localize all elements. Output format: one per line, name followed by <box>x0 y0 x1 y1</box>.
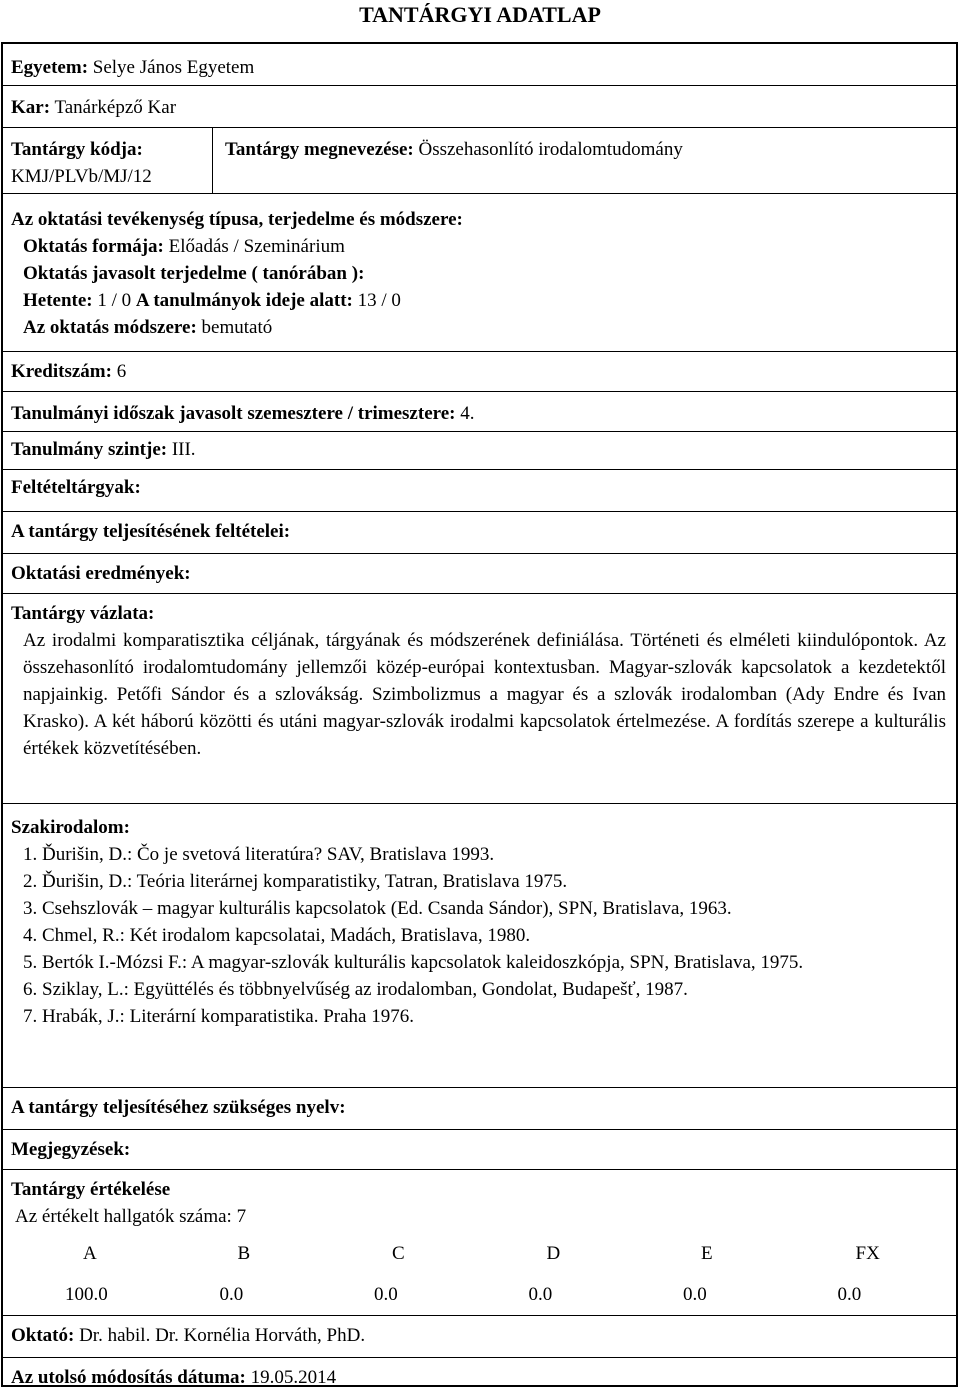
instructor-row <box>3 1316 956 1358</box>
credits-label: Kreditszám: <box>11 361 112 382</box>
weekly-label: Hetente: <box>23 290 93 311</box>
course-code-value: KMJ/PLVb/MJ/12 <box>11 166 152 187</box>
course-name-label: Tantárgy megnevezése: <box>225 139 414 160</box>
grade-header: A <box>83 1243 97 1264</box>
literature-label: Szakirodalom: <box>11 817 130 838</box>
activity-form <box>11 233 956 260</box>
activity-hours <box>11 287 956 314</box>
grade-value: 100.0 <box>65 1284 108 1305</box>
literature-item: 7. Hrabák, J.: Literární komparatistika. Praha 1976. <box>23 1006 414 1027</box>
faculty-row <box>3 86 956 128</box>
evaluation-label: Tantárgy értékelése <box>11 1179 171 1200</box>
semester-value: 13 / 0 <box>352 290 401 311</box>
literature-item: 5. Bertók I.-Mózsi F.: A magyar-szlovák kulturális kapcsolatok kaleidoszkópja, SPN, Bratislava, 1975. <box>23 952 804 973</box>
level-label: Tanulmány szintje: <box>11 439 168 460</box>
grade-header: D <box>546 1243 561 1264</box>
grade-value: 0.0 <box>837 1284 862 1305</box>
grade-headers <box>11 1240 956 1267</box>
grade-value: 0.0 <box>528 1284 553 1305</box>
literature-item: 1. Ďurišin, D.: Čo je svetová literatúra? SAV, Bratislava 1993. <box>23 844 495 865</box>
method-label: Az oktatás módszere: <box>23 317 197 338</box>
activity-form-label: Oktatás formája: <box>23 236 164 257</box>
grade-value: 0.0 <box>374 1284 398 1305</box>
activity-form-value: Előadás / Szeminárium <box>163 236 345 257</box>
outline-row <box>3 594 956 804</box>
last-modified-label: Az utolsó módosítás dátuma: <box>11 1367 246 1388</box>
prerequisites-row <box>3 470 956 512</box>
weekly-value: 1 / 0 <box>92 290 136 311</box>
literature-row <box>3 804 956 1088</box>
prerequisites-label: Feltételtárgyak: <box>11 477 141 498</box>
course-name-value: Összehasonlító irodalomtudomány <box>413 139 683 160</box>
term-row <box>3 392 956 432</box>
literature-item: 6. Sziklay, L.: Együttélés és többnyelvűség az irodalomban, Gondolat, Budapešť, 1987. <box>23 979 688 1000</box>
grade-header: C <box>392 1243 405 1264</box>
instructor-value: Dr. habil. Dr. Kornélia Horváth, PhD. <box>74 1325 366 1346</box>
university-value: Selye János Egyetem <box>88 57 255 78</box>
grade-header: E <box>701 1243 713 1264</box>
language-row <box>3 1088 956 1130</box>
page-title: TANTÁRGYI ADATLAP <box>359 2 601 27</box>
last-modified-value: 19.05.2014 <box>245 1367 337 1388</box>
faculty-value: Tanárképző Kar <box>50 97 177 118</box>
term-label: Tanulmányi időszak javasolt szemesztere / trimesztere: <box>11 403 456 424</box>
activity-scope-label: Oktatás javasolt terjedelme ( tanórában ): <box>23 263 365 284</box>
university-label: Egyetem: <box>11 57 89 78</box>
activity-heading: Az oktatási tevékenység típusa, terjedelme és módszere: <box>11 209 463 230</box>
course-code-cell <box>3 128 213 193</box>
last-modified-row <box>3 1358 956 1398</box>
requirements-row <box>3 512 956 554</box>
literature-item: 2. Ďurišin, D.: Teória literárnej komparatistiky, Tatran, Bratislava 1975. <box>23 871 568 892</box>
course-code-label: Tantárgy kódja: <box>11 139 143 160</box>
grade-value: 0.0 <box>683 1284 707 1305</box>
requirements-label: A tantárgy teljesítésének feltételei: <box>11 521 291 542</box>
faculty-label: Kar: <box>11 97 51 118</box>
course-name-cell <box>213 128 956 193</box>
method-value: bemutató <box>196 317 273 338</box>
grade-header: FX <box>855 1243 880 1264</box>
term-value: 4. <box>455 403 475 424</box>
literature-item: 3. Csehszlovák – magyar kulturális kapcsolatok (Ed. Csanda Sándor), SPN, Bratislava, 1963. <box>23 898 732 919</box>
literature-item: 4. Chmel, R.: Két irodalom kapcsolatai, Madách, Bratislava, 1980. <box>23 925 531 946</box>
outcomes-label: Oktatási eredmények: <box>11 563 191 584</box>
credits-row <box>3 352 956 392</box>
course-sheet <box>1 42 958 1387</box>
course-identity-row <box>3 128 956 194</box>
activity-row <box>3 194 956 352</box>
grade-header: B <box>237 1243 251 1264</box>
outline-label: Tantárgy vázlata: <box>11 603 155 624</box>
level-value: III. <box>167 439 196 460</box>
instructor-label: Oktató: <box>11 1325 75 1346</box>
university-row <box>3 44 956 86</box>
level-row <box>3 432 956 470</box>
notes-label: Megjegyzések: <box>11 1139 131 1160</box>
grade-value: 0.0 <box>219 1284 244 1305</box>
language-label: A tantárgy teljesítéséhez szükséges nyelv: <box>11 1097 346 1118</box>
evaluation-row <box>3 1170 956 1316</box>
outcomes-row <box>3 554 956 594</box>
outline-text: Az irodalmi komparatisztika céljának, tárgyának és módszerének definiálása. Történeti és elméleti kiindulópontok. Az összehasonlító irodalomtudomány jellemzői közép-európai kontextusban. Magyar-szlovák kapcsolatok a kezdetektől napjainkig. Petőfi Sándor és a szlovákság. Szimbolizmus a magyar és a szlovák irodalomban (Ady Endre és Ivan Krasko). A két háború közötti és utáni magyar-szlovák irodalmi kapcsolatok értelmezése. A fordítás szerepe a kulturális értékek közvetítésében. <box>23 630 946 759</box>
grade-values <box>11 1281 956 1308</box>
credits-value: 6 <box>111 361 127 382</box>
activity-method <box>11 314 956 341</box>
semester-label: A tanulmányok ideje alatt: <box>135 290 353 311</box>
evaluated-count: Az értékelt hallgatók száma: 7 <box>15 1206 247 1227</box>
notes-row <box>3 1130 956 1170</box>
